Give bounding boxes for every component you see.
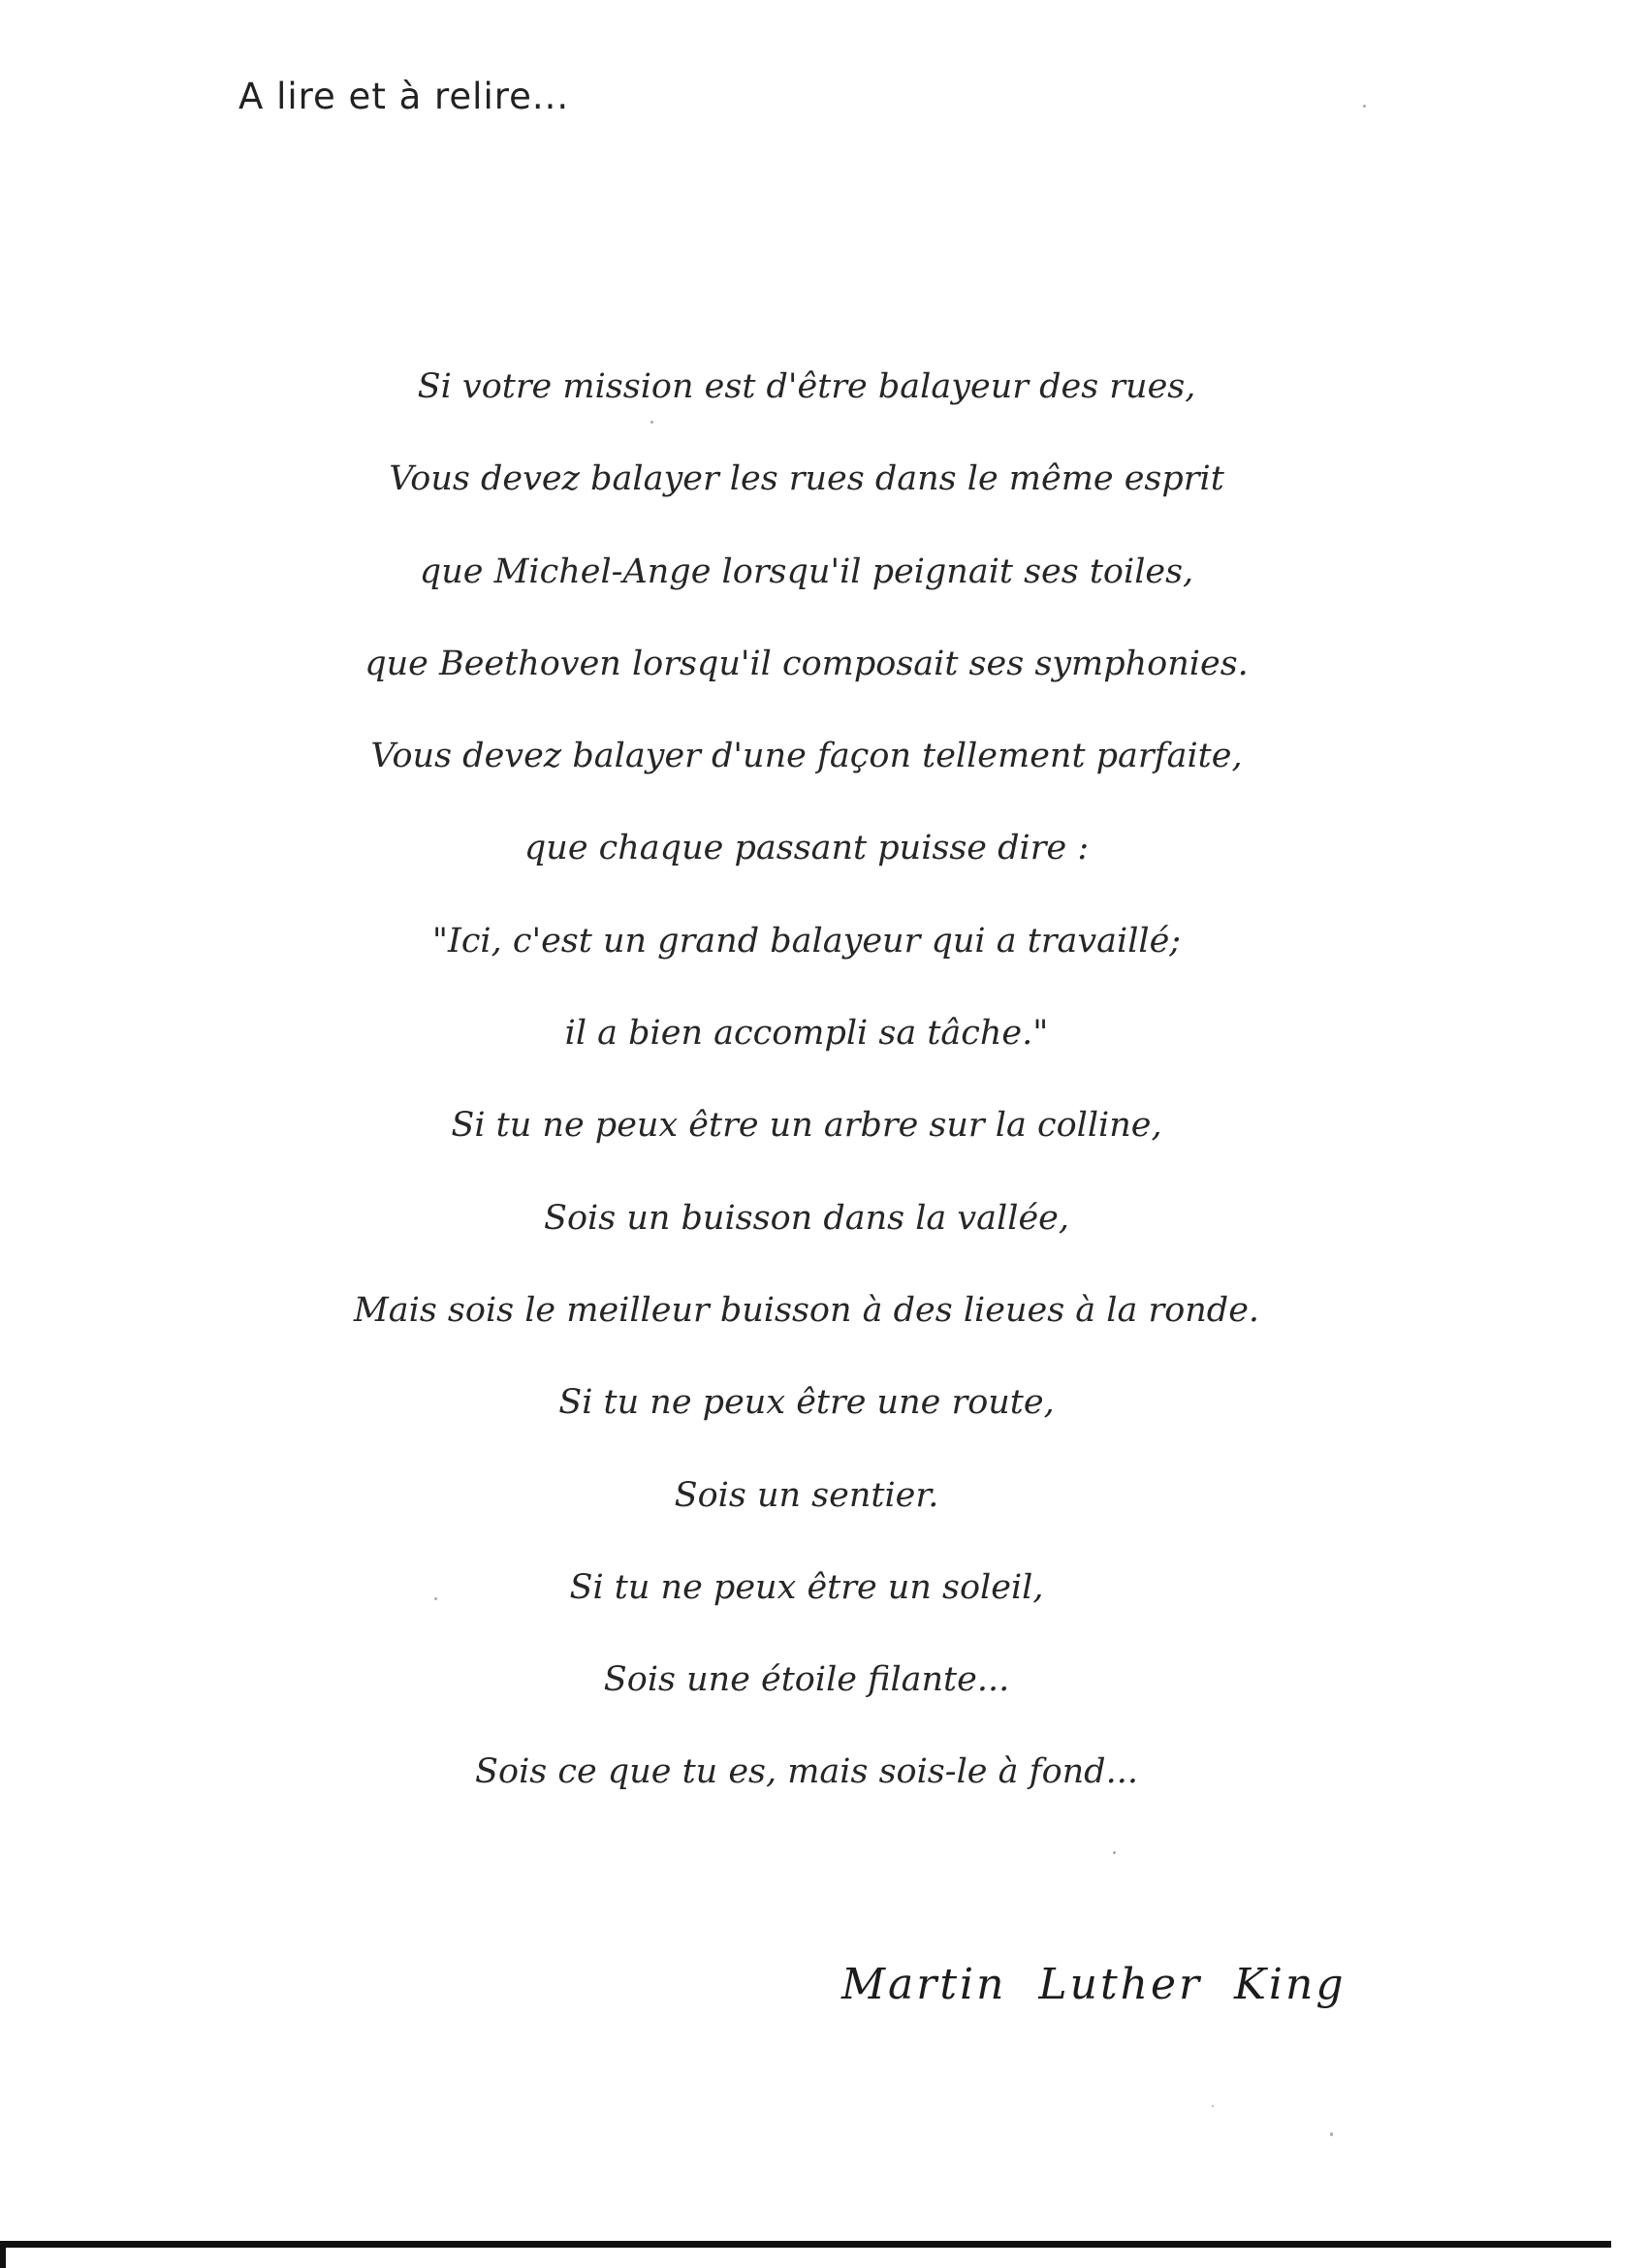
poem-line: "Ici, c'est un grand balayeur qui a travaillé; [431, 921, 1182, 961]
poem-line: il a bien accompli sa tâche." [564, 1014, 1049, 1054]
poem-line: Si votre mission est d'être balayeur des rues, [417, 367, 1196, 406]
poem-line: Sois une étoile filante... [603, 1660, 1010, 1700]
poem-line: Sois ce que tu es, mais sois-le à fond... [475, 1752, 1138, 1792]
poem-line: Vous devez balayer d'une façon tellement parfaite, [370, 737, 1243, 776]
author-signature: Martin Luther King [841, 1960, 1347, 2009]
page-header: A lire et à relire... [238, 76, 570, 117]
scan-speck [434, 1597, 437, 1600]
scan-speck [1212, 2105, 1214, 2107]
poem-line: Vous devez balayer les rues dans le même esprit [389, 459, 1224, 499]
poem-line: que chaque passant puisse dire : [523, 829, 1090, 868]
scan-speck [650, 421, 653, 424]
bottom-rule [0, 2241, 1611, 2248]
poem-line: Si tu ne peux être un arbre sur la colline, [451, 1106, 1162, 1146]
scan-speck [1330, 2132, 1333, 2136]
scan-speck [1363, 105, 1366, 108]
poem-line: que Beethoven lorsqu'il composait ses symphonies. [364, 644, 1249, 683]
poem-line: Mais sois le meilleur buisson à des lieues à la ronde. [353, 1290, 1260, 1330]
poem-line: Si tu ne peux être un soleil, [569, 1567, 1044, 1607]
poem-body [0, 341, 1613, 1819]
poem-line: Sois un buisson dans la vallée, [543, 1198, 1069, 1238]
poem-line: Sois un sentier. [674, 1475, 939, 1515]
poem-line: que Michel-Ange lorsqu'il peignait ses toiles, [419, 551, 1194, 591]
corner-tick [0, 2241, 6, 2268]
poem-line: Si tu ne peux être une route, [558, 1383, 1055, 1423]
scan-speck [1113, 1851, 1116, 1854]
